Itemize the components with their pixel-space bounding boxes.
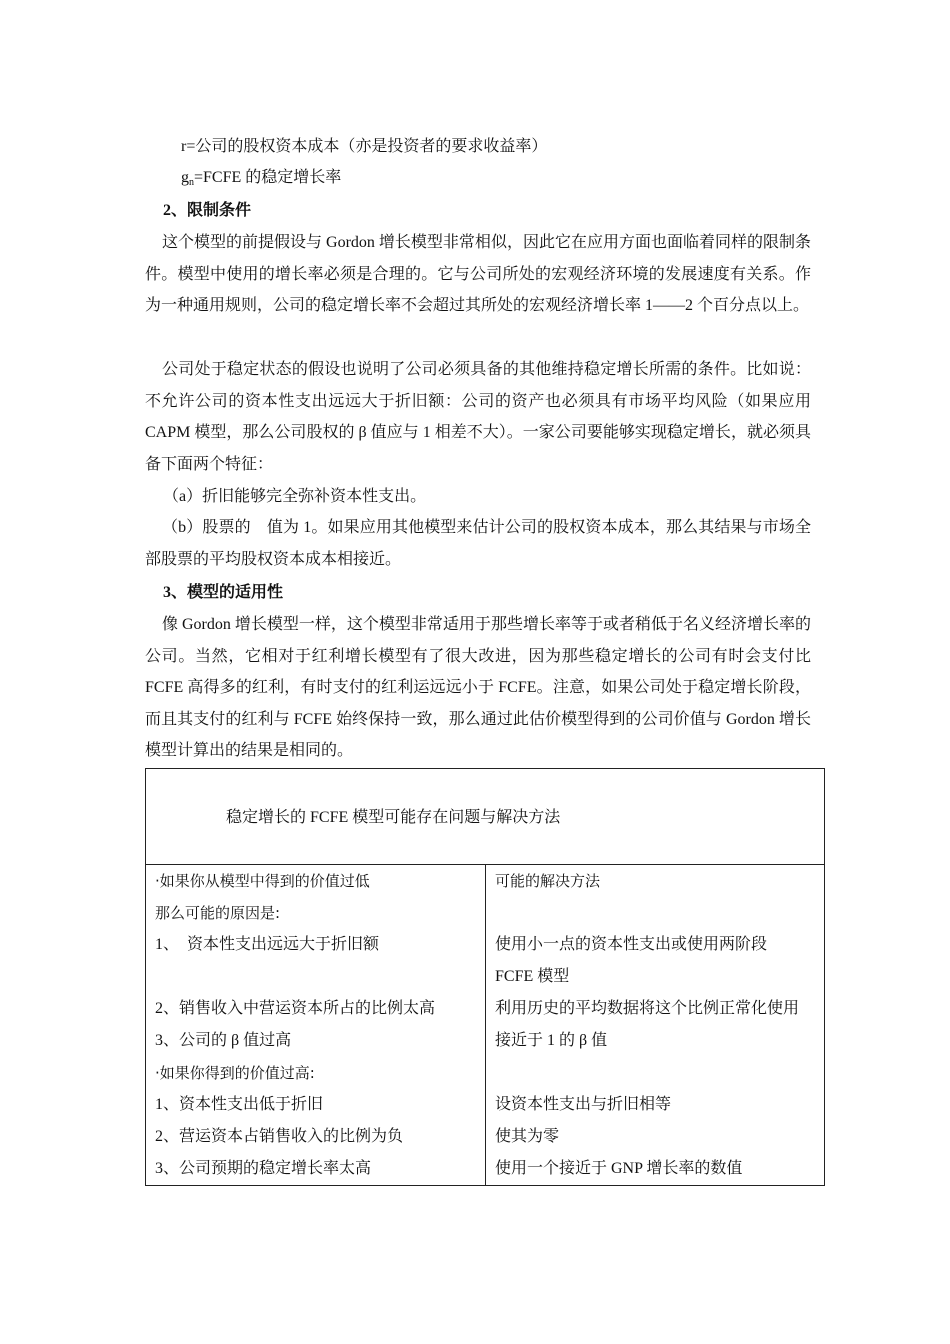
solution-line: 使用一个接近于 GNP 增长率的数值 <box>495 1160 743 1177</box>
problem-line: 那么可能的原因是: <box>155 904 281 922</box>
problem-line: 2、销售收入中营运资本所占的比例太高 <box>155 1000 436 1017</box>
solutions-column <box>486 865 825 1186</box>
solution-line <box>486 1057 824 1089</box>
section2-heading: 2、限制条件 <box>163 202 252 219</box>
problem-line: 2、营运资本占销售收入的比例为负 <box>155 1128 404 1145</box>
definition-g <box>181 168 341 193</box>
problem-line: 3、公司的 β 值过高 <box>155 1032 292 1049</box>
solutions-header: 可能的解决方法 <box>495 872 601 890</box>
fcfe-problems-table <box>145 768 825 1186</box>
definition-r: r=公司的股权资本成本（亦是投资者的要求收益率） <box>181 138 548 155</box>
problem-line <box>146 961 485 993</box>
table-title-row <box>146 769 825 865</box>
problem-line: 1、 资本性支出远远大于折旧额 <box>155 936 380 953</box>
problem-line: 3、公司预期的稳定增长率太高 <box>155 1160 372 1177</box>
definition-g-base: g <box>181 169 189 186</box>
solution-line: 设资本性支出与折旧相等 <box>495 1096 672 1113</box>
table-title: 稳定增长的 FCFE 模型可能存在问题与解决方法 <box>226 809 561 826</box>
solution-line: 使用小一点的资本性支出或使用两阶段 <box>495 936 768 953</box>
solution-line: 利用历史的平均数据将这个比例正常化使用 <box>495 1000 800 1017</box>
solution-line: 使其为零 <box>495 1128 560 1145</box>
problem-line: ·如果你得到的价值过高: <box>155 1064 315 1082</box>
solution-line <box>486 897 824 929</box>
definition-g-subscript: n <box>189 177 194 188</box>
problems-column <box>146 865 486 1186</box>
solution-line: 接近于 1 的 β 值 <box>495 1032 608 1049</box>
table-title-cell <box>146 769 825 865</box>
problem-line: 1、资本性支出低于折旧 <box>155 1096 324 1113</box>
solution-line: FCFE 模型 <box>495 968 570 985</box>
problem-line: ·如果你从模型中得到的价值过低 <box>155 872 370 890</box>
table-body-row <box>146 865 825 1186</box>
definition-g-text: =FCFE 的稳定增长率 <box>194 169 342 186</box>
section2-paragraph-1: 这个模型的前提假设与 Gordon 增长模型非常相似，因此它在应用方面也面临着同样的限制条件。模型中使用的增长率必须是合理的。它与公司所处的宏观经济环境的发展速度有关系。作为一种通用规则，公司的稳定增长率不会超过其所处的宏观经济增长率 1——2 个百分点以上。 <box>145 234 811 314</box>
section3-heading: 3、模型的适用性 <box>163 584 284 601</box>
condition-a: （a）折旧能够完全弥补资本性支出。 <box>163 488 427 505</box>
section3-paragraph-1: 像 Gordon 增长模型一样，这个模型非常适用于那些增长率等于或者稍低于名义经济增长率的公司。当然，它相对于红利增长模型有了很大改进，因为那些稳定增长的公司有时会支付比 FCFE 高得多的红利，有时支付的红利运远远小于 FCFE。注意，如果公司处于稳定增长阶段，而且其支付的红利与 FCFE 始终保持一致，那么通过此估价模型得到的公司价值与 Gordon 增长模型计算出的结果是相同的。 <box>145 616 811 759</box>
section2-paragraph-2: 公司处于稳定状态的假设也说明了公司必须具备的其他维持稳定增长所需的条件。比如说：不允许公司的资本性支出远远大于折旧额：公司的资产也必须具有市场平均风险（如果应用 CAPM 模型，那么公司股权的 β 值应与 1 相差不大）。一家公司要能够实现稳定增长，就必须具备下面两个特征： <box>145 361 811 473</box>
condition-b: （b）股票的 值为 1。如果应用其他模型来估计公司的股权资本成本，那么其结果与市场全部股票的平均股权资本成本相接近。 <box>145 519 811 568</box>
